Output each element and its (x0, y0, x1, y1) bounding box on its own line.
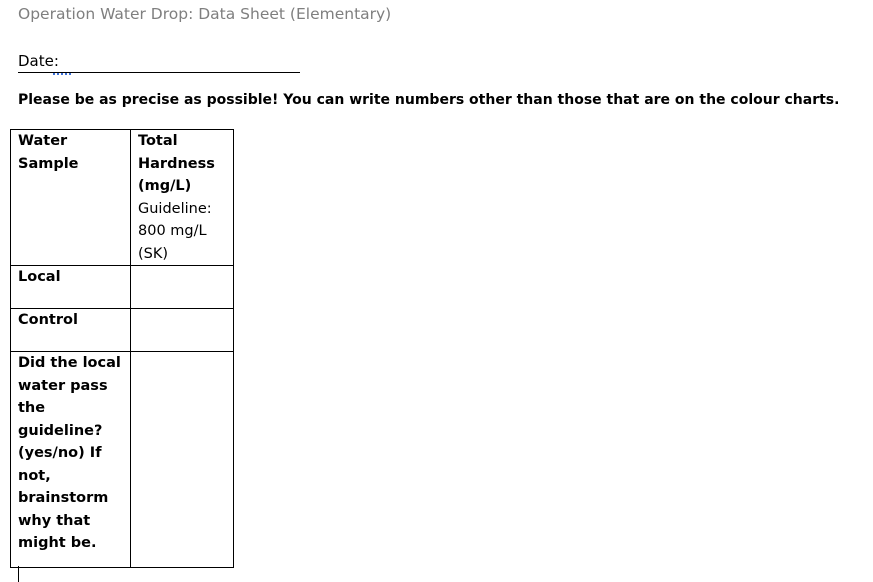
row-label-guideline-question: Did the local water pass the guideline? (yes/no) If not, brainstorm why that might be. (11, 352, 131, 568)
spellcheck-underline (53, 71, 71, 75)
data-table (10, 129, 234, 568)
local-value-cell[interactable] (131, 266, 234, 309)
table-row (11, 266, 234, 309)
row-label-local: Local (11, 266, 131, 309)
header-guideline: Guideline: 800 mg/L (SK) (138, 200, 212, 262)
control-value-cell[interactable] (131, 309, 234, 352)
header-total-hardness (131, 130, 234, 266)
table-row (11, 352, 234, 568)
document-title: Operation Water Drop: Data Sheet (Elementary) (18, 5, 392, 23)
row-label-control: Control (11, 309, 131, 352)
table-row (11, 309, 234, 352)
guideline-answer-cell[interactable] (131, 352, 234, 568)
instructions-text: Please be as precise as possible! You can write numbers other than those that are on the colour charts. (18, 92, 840, 108)
text-cursor (18, 566, 19, 582)
date-label: Date: (18, 52, 59, 70)
header-water-sample: Water Sample (11, 130, 131, 266)
header-hardness-title: Total Hardness (mg/L) (138, 133, 215, 194)
table-header-row (11, 130, 234, 266)
date-field[interactable] (18, 52, 300, 73)
